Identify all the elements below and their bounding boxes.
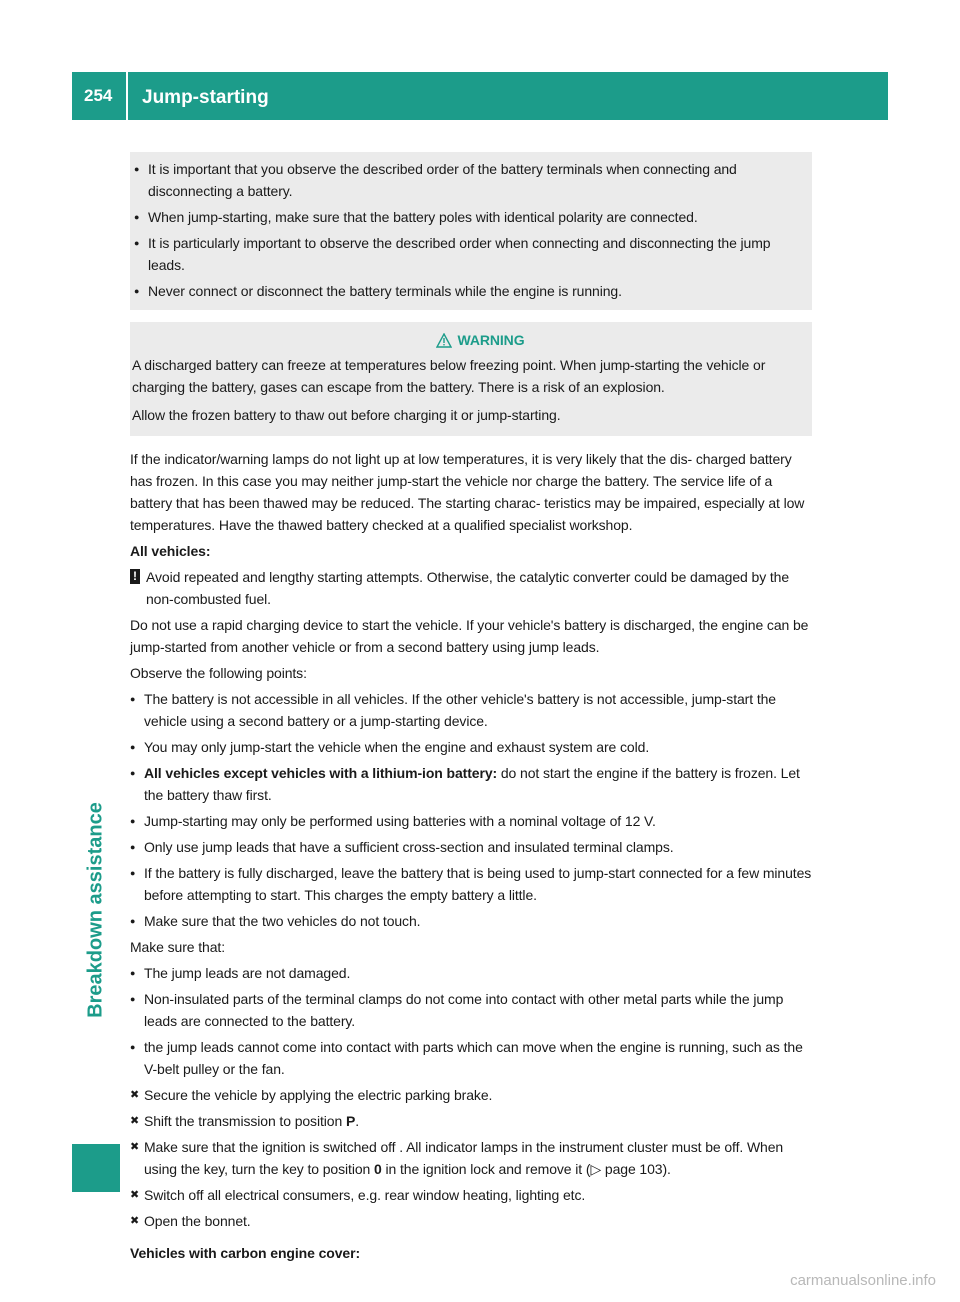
- observe-point: ● All vehicles except vehicles with a lithium-ion battery: do not start the engine if the battery is frozen. Let the battery thaw first.: [130, 762, 814, 806]
- page-reference[interactable]: page 103).: [601, 1161, 671, 1177]
- caution-note: [130, 566, 814, 610]
- make-sure-point: ● the jump leads cannot come into contact with parts which can move when the engine is running, such as the V-belt pulley or the fan.: [130, 1036, 814, 1080]
- warning-text: Allow the frozen battery to thaw out before charging it or jump-starting.: [132, 407, 561, 423]
- step-item: ✖ Open the bonnet.: [130, 1210, 814, 1232]
- side-tab: [72, 120, 120, 1260]
- section-title: Jump-starting: [142, 87, 269, 108]
- make-sure-point: ● Non-insulated parts of the terminal clamps do not come into contact with other metal parts while the jump leads are connected to the battery.: [130, 988, 814, 1032]
- observe-point: ● The battery is not accessible in all vehicles. If the other vehicle's battery is not accessible, jump-start the vehicle using a second battery or a jump-starting device.: [130, 688, 814, 732]
- caution-note-text: Avoid repeated and lengthy starting attempts. Otherwise, the catalytic converter could be damaged by the non-combusted fuel.: [146, 569, 790, 607]
- warning-box: [130, 322, 812, 436]
- step-item: ✖ Shift the transmission to position P.: [130, 1110, 814, 1132]
- rapid-charging-paragraph: Do not use a rapid charging device to start the vehicle. If your vehicle's battery is discharged, the engine can be jump-started from another vehicle or from a second battery using jump leads.: [130, 617, 809, 655]
- info-bullet: ● When jump-starting, make sure that the battery poles with identical polarity are connected.: [134, 206, 808, 228]
- observe-point: ● Make sure that the two vehicles do not touch.: [130, 910, 814, 932]
- all-vehicles-heading: All vehicles:: [130, 543, 211, 559]
- make-sure-point: ● The jump leads are not damaged.: [130, 962, 814, 984]
- info-bullet: ● It is particularly important to observe the described order when connecting and disconnecting the jump leads.: [134, 232, 808, 276]
- observe-heading: Observe the following points:: [130, 665, 307, 681]
- step-item: ✖ Secure the vehicle by applying the electric parking brake.: [130, 1084, 814, 1106]
- info-box: [130, 152, 812, 310]
- observe-point: ● If the battery is fully discharged, leave the battery that is being used to jump-start connected for a few minutes before attempting to start. This charges the empty battery a little.: [130, 862, 814, 906]
- step-item: ✖ Switch off all electrical consumers, e.g. rear window heating, lighting etc.: [130, 1184, 814, 1206]
- side-label: Breakdown assistance: [84, 802, 107, 1018]
- warning-heading: [152, 328, 808, 352]
- side-block: [72, 1144, 120, 1192]
- page-number: 254: [84, 86, 113, 105]
- warning-text: A discharged battery can freeze at temperatures below freezing point. When jump-starting the vehicle or charging the battery, gases can escape from the battery. There is a risk of an explosion.: [132, 357, 766, 395]
- info-bullet: ● Never connect or disconnect the battery terminals while the engine is running.: [134, 280, 808, 302]
- carbon-cover-heading: Vehicles with carbon engine cover:: [130, 1245, 361, 1261]
- page-reference-icon: ▷: [590, 1161, 602, 1177]
- header-bar: [72, 72, 888, 120]
- info-bullet: ● It is important that you observe the described order of the battery terminals when connecting and disconnecting a battery.: [134, 158, 808, 202]
- observe-point: ● Jump-starting may only be performed using batteries with a nominal voltage of 12 V.: [130, 810, 814, 832]
- make-sure-heading: Make sure that:: [130, 939, 225, 955]
- warning-title: WARNING: [457, 332, 525, 348]
- intro-paragraph: If the indicator/warning lamps do not light up at low temperatures, it is very likely that the dis- charged battery has frozen. In this case you may neither jump-start the vehicle nor charge the battery. The service life of a battery that has been thawed may be reduced. The starting charac- teristics may be impaired, especially at low temperatures. Have the thawed battery checked at a qualified specialist workshop.: [130, 451, 805, 533]
- step-item: ✖ Make sure that the ignition is switched off . All indicator lamps in the instrument cluster must be off. When using the key, turn the key to position 0 in the ignition lock and remove it (▷ page 103).: [130, 1136, 814, 1180]
- warning-triangle-icon: [436, 333, 452, 348]
- header-divider: [126, 72, 128, 120]
- exclamation-icon: !: [130, 569, 140, 584]
- observe-point: ● Only use jump leads that have a sufficient cross-section and insulated terminal clamps.: [130, 836, 814, 858]
- observe-point: ● You may only jump-start the vehicle when the engine and exhaust system are cold.: [130, 736, 814, 758]
- page-content: [130, 152, 814, 1268]
- watermark: carmanualsonline.info: [790, 1272, 936, 1289]
